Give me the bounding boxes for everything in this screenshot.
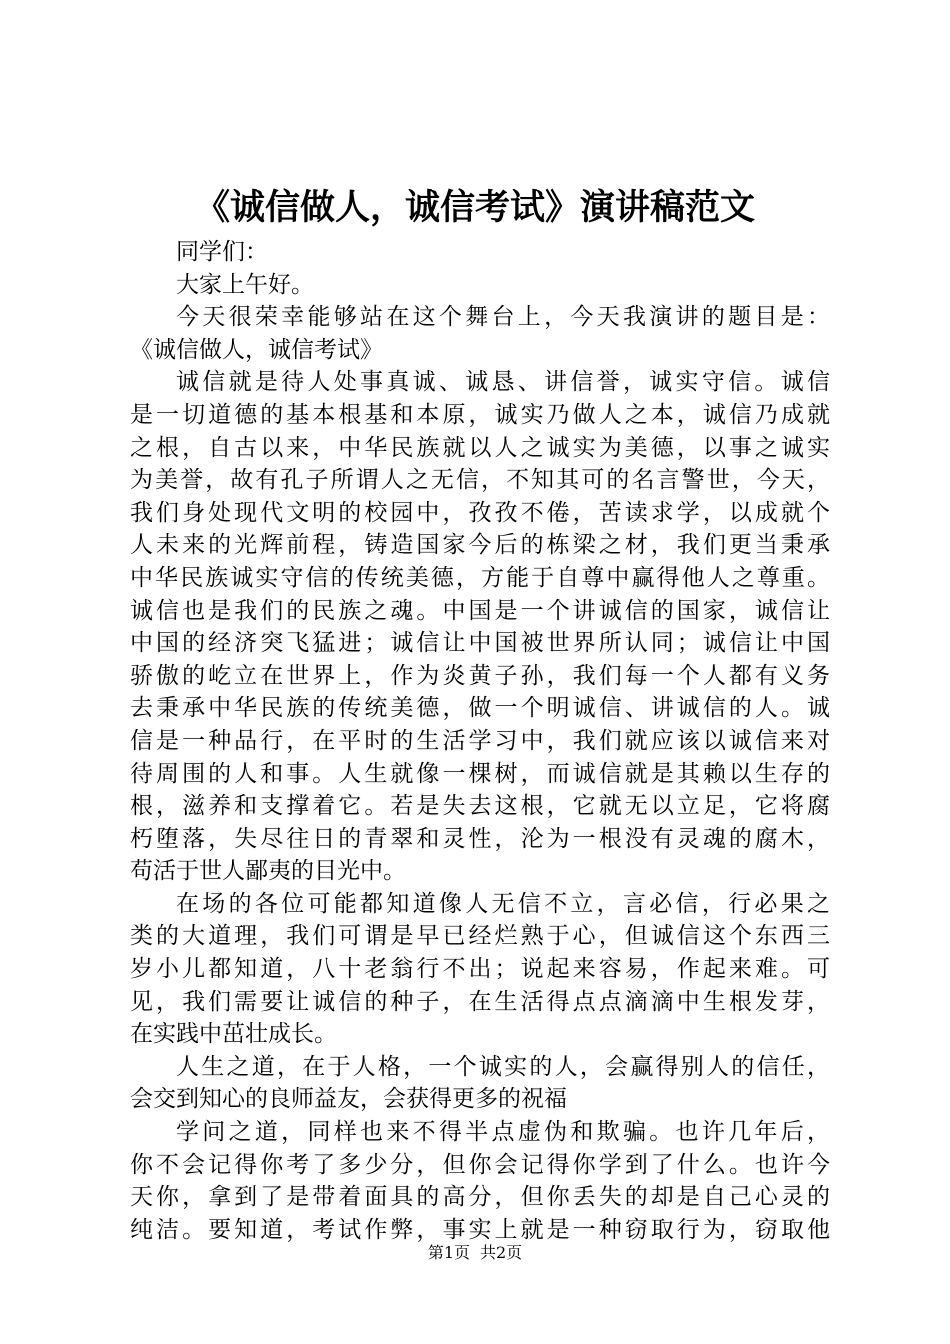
page-footer: [0, 1242, 950, 1264]
text-line: 骄傲的屹立在世界上，作为炎黄子孙，我们每一个人都有义务: [130, 662, 830, 689]
text-line: 中华民族诚实守信的传统美德，方能于自尊中赢得他人之尊重。: [130, 564, 830, 591]
text-line: 学问之道，同样也来不得半点虚伪和欺骗。也许几年后，: [176, 1119, 830, 1146]
page-number: 第1页: [427, 1243, 470, 1262]
text-line: 人生之道，在于人格，一个诚实的人，会赢得别人的信任，: [176, 1053, 830, 1080]
text-line: 诚信也是我们的民族之魂。中国是一个讲诚信的国家，诚信让: [130, 597, 830, 624]
text-line: 待周围的人和事。人生就像一棵树，而诚信就是其赖以生存的: [130, 760, 830, 787]
text-line: 同学们：: [176, 239, 268, 265]
text-line: 在场的各位可能都知道像人无信不立，言必信，行必果之: [176, 890, 830, 917]
text-line: 为美誉，故有孔子所谓人之无信，不知其可的名言警世，今天，: [130, 467, 830, 494]
text-line: 见，我们需要让诚信的种子，在生活得点点滴滴中生根发芽，: [130, 988, 830, 1015]
text-line: 天你，拿到了是带着面具的高分，但你丢失的却是自己心灵的: [130, 1184, 830, 1211]
document-body: [130, 236, 830, 1246]
text-line: 在实践中茁壮成长。: [130, 1021, 337, 1048]
text-line: 之根，自古以来，中华民族就以人之诚实为美德，以事之诚实: [130, 434, 830, 461]
text-line: 中国的经济突飞猛进；诚信让中国被世界所认同；诚信让中国: [130, 630, 830, 657]
text-line: 类的大道理，我们可谓是早已经烂熟于心，但诚信这个东西三: [130, 923, 830, 950]
text-line: 去秉承中华民族的传统美德，做一个明诚信、讲诚信的人。诚: [130, 695, 830, 722]
text-line: 纯洁。要知道，考试作弊，事实上就是一种窃取行为，窃取他: [130, 1216, 830, 1243]
text-line: 诚信就是待人处事真诚、诚恳、讲信誉，诚实守信。诚信: [176, 369, 830, 396]
page-total: 共2页: [480, 1243, 523, 1262]
text-line: 会交到知心的良师益友，会获得更多的祝福: [130, 1086, 567, 1113]
text-line: 人未来的光辉前程，铸造国家今后的栋梁之材，我们更当秉承: [130, 532, 830, 559]
text-line: 朽堕落，失尽往日的青翠和灵性，沦为一根没有灵魂的腐木，: [130, 825, 830, 852]
text-line: 苟活于世人鄙夷的目光中。: [130, 858, 406, 885]
text-line: 你不会记得你考了多少分，但你会记得你学到了什么。也许今: [130, 1151, 830, 1178]
text-line: 信是一种品行，在平时的生活学习中，我们就应该以诚信来对: [130, 727, 830, 754]
text-line: 是一切道德的基本根基和本原，诚实乃做人之本，诚信乃成就: [130, 401, 830, 428]
text-line: 《诚信做人，诚信考试》: [130, 336, 383, 363]
text-line: 根，滋养和支撑着它。若是失去这根，它就无以立足，它将腐: [130, 793, 830, 820]
document-title: 《诚信做人，诚信考试》演讲稿范文: [194, 187, 755, 228]
text-line: 今天很荣幸能够站在这个舞台上，今天我演讲的题目是：: [176, 304, 830, 331]
text-line: 岁小儿都知道，八十老翁行不出；说起来容易，作起来难。可: [130, 956, 830, 983]
text-line: 我们身处现代文明的校园中，孜孜不倦，苦读求学，以成就个: [130, 499, 830, 526]
text-line: 大家上午好。: [176, 271, 314, 298]
